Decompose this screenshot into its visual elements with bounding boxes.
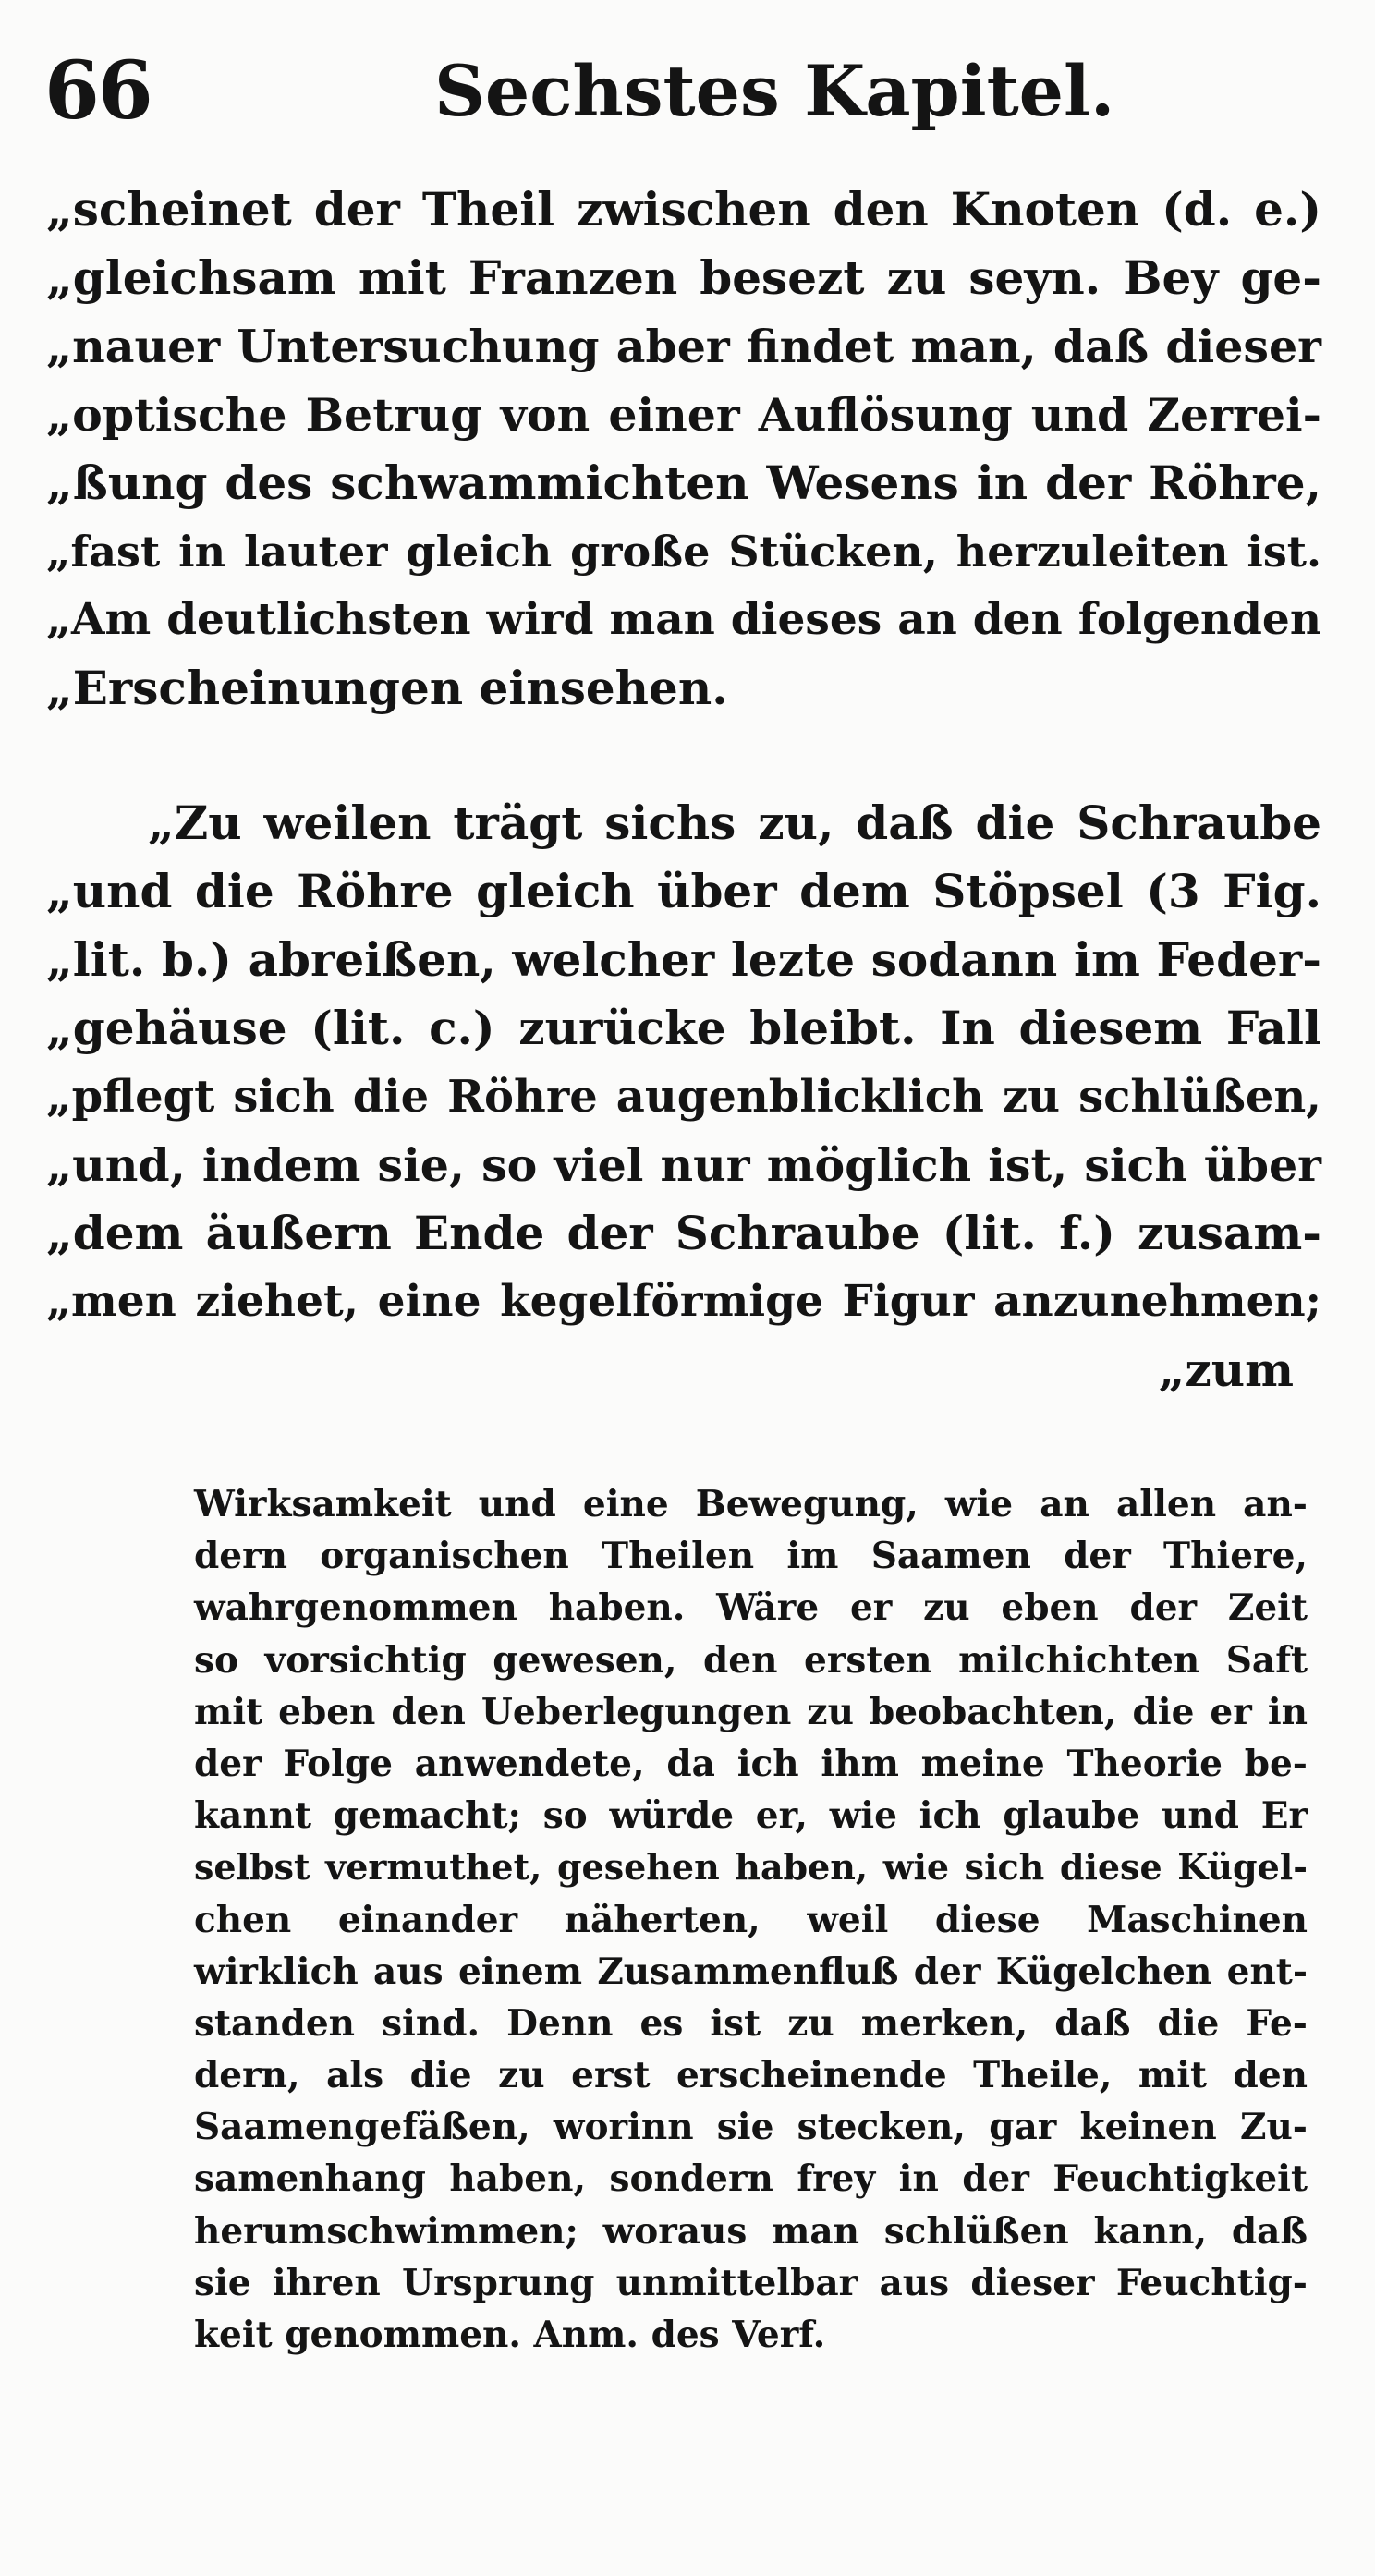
text-line: „Am deutlichsten wird man dieses an den folgenden [46, 594, 1321, 645]
text-line: „nauer Untersuchung aber findet man, daß dieser [46, 320, 1321, 373]
page-header [37, 37, 1331, 139]
text-line: „men ziehet, eine kegelförmige Figur anzunehmen; [46, 1276, 1321, 1327]
text-line: „Erscheinungen einsehen. [46, 661, 728, 715]
footnote-line: herumschwimmen; woraus man schlüßen kann, daß [194, 2209, 1308, 2253]
footnote-line: chen einander näherten, weil diese Maschinen [194, 1898, 1308, 1941]
text-line: „gleichsam mit Franzen besezt zu seyn. Bey ge- [46, 250, 1321, 305]
text-line: „fast in lauter gleich große Stücken, herzuleiten ist. [46, 527, 1321, 577]
footnote-line: selbst vermuthet, gesehen haben, wie sich diese Kügel- [194, 1846, 1308, 1889]
footnote-line: wahrgenommen haben. Wäre er zu eben der Zeit [194, 1586, 1308, 1630]
footnote-line: kannt gemacht; so würde er, wie ich glaube und Er [194, 1794, 1308, 1838]
paragraph-gap [46, 723, 1321, 789]
footnote-line: keit genommen. Anm. des Verf. [194, 2314, 826, 2356]
footnote-line: standen sind. Denn es ist zu merken, daß die Fe- [194, 2001, 1308, 2045]
text-line: „optische Betrug von einer Auflösung und Zerrei- [46, 388, 1321, 442]
text-line: „pflegt sich die Röhre augenblicklich zu schlüßen, [46, 1071, 1321, 1123]
footnote-line: so vorsichtig gewesen, den ersten milchichten Saft [194, 1638, 1308, 1682]
text-line: „Zu weilen trägt sichs zu, daß die Schraube [148, 796, 1321, 850]
footnote-line: Wirksamkeit und eine Bewegung, wie an allen an- [194, 1483, 1308, 1525]
text-line: „scheinet der Theil zwischen den Knoten (d. e.) [46, 182, 1321, 237]
text-line: „lit. b.) abreißen, welcher lezte sodann im Feder- [46, 932, 1321, 987]
footnote-line: Saamengefäßen, worinn sie stecken, gar keinen Zu- [194, 2106, 1308, 2149]
footnote-line: dern organischen Theilen im Saamen der Thiere, [194, 1535, 1308, 1578]
footnote-line: mit eben den Ueberlegungen zu beobachten, die er in [194, 1690, 1308, 1733]
text-line: „ßung des schwammichten Wesens in der Röhre, [46, 456, 1321, 510]
catchword: „zum [1158, 1343, 1294, 1397]
footnote-line: dern, als die zu erst erscheinende Theile, mit den [194, 2054, 1308, 2097]
text-line: „dem äußern Ende der Schraube (lit. f.) zusam- [46, 1206, 1321, 1260]
footnote-line: sie ihren Ursprung unmittelbar aus dieser Feuchtig- [194, 2261, 1308, 2304]
paragraph-1 [46, 176, 1321, 723]
paragraph-2 [46, 789, 1321, 1404]
text-line: „und die Röhre gleich über dem Stöpsel (3 Fig. [46, 864, 1321, 918]
page-number: 66 [44, 44, 152, 138]
footnote-line: samenhang haben, sondern frey in der Feuchtigkeit [194, 2157, 1308, 2201]
running-head: Sechstes Kapitel. [434, 50, 1115, 132]
footnote-line: der Folge anwendete, da ich ihm meine Theorie be- [194, 1742, 1308, 1785]
text-line: „und, indem sie, so viel nur möglich ist, sich über [46, 1138, 1321, 1192]
footnote-line: wirklich aus einem Zusammenfluß der Kügelchen ent- [194, 1950, 1308, 1993]
footnote [194, 1478, 1308, 2361]
text-line: „gehäuse (lit. c.) zurücke bleibt. In diesem Fall [46, 1001, 1321, 1055]
main-text [46, 176, 1321, 1404]
